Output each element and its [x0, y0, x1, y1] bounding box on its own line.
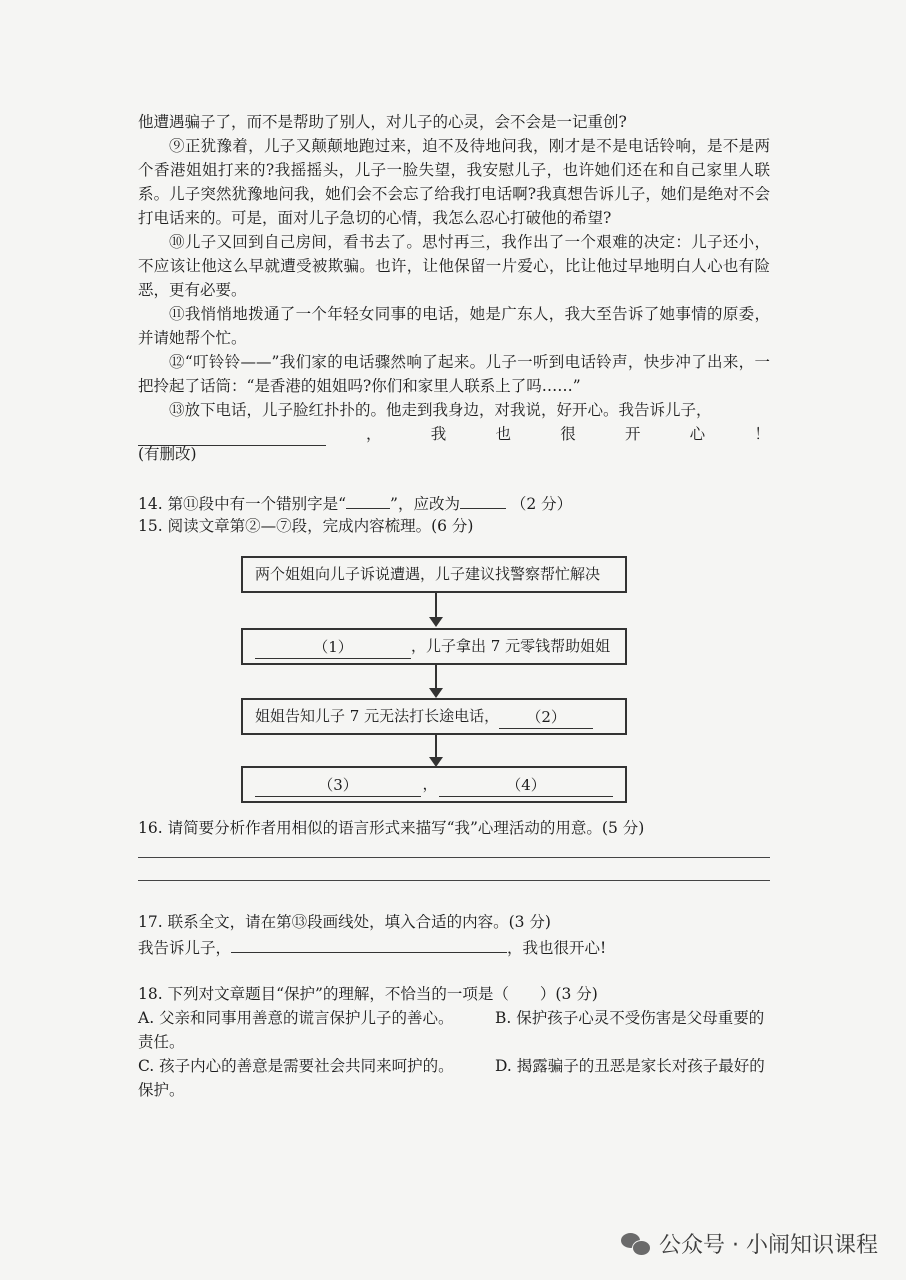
article-paragraph-11: ⑪我悄悄地拨通了一个年轻女同事的电话，她是广东人，我大至告诉了她事情的原委，并请她帮个忙。	[138, 305, 770, 347]
q14-text-a: 14. 第⑪段中有一个错别字是“	[138, 495, 347, 513]
wechat-icon	[621, 1231, 651, 1257]
footer-account-name: 公众号 · 小闹知识课程	[659, 1233, 878, 1258]
flow-blank-1[interactable]: （1）	[255, 636, 411, 659]
tail-char: ，	[366, 425, 382, 443]
article-paragraph-12: ⑫“叮铃铃——”我们家的电话骤然响了起来。儿子一听到电话铃声，快步冲了出来，一把拎起了话筒：“是香港的姐姐吗?你们和家里人联系上了吗……”	[138, 353, 770, 395]
q17-text-a: 我告诉儿子，	[138, 939, 232, 957]
q18-option-d[interactable]: D. 揭露骗子的丑恶是家长对孩子最好的	[495, 1057, 765, 1075]
tail-char: 心	[689, 425, 706, 443]
question-17: 17. 联系全文，请在第⑬段画线处，填入合适的内容。(3 分)	[138, 913, 551, 931]
question-18: 18. 下列对文章题目“保护”的理解，不恰当的一项是（ ）(3 分)	[138, 985, 598, 1003]
flow-blank-2[interactable]: （2）	[499, 706, 593, 729]
flow-box-2	[241, 628, 627, 665]
q14-score: （2 分）	[510, 495, 573, 513]
flow-box-4-separator: ，	[422, 775, 438, 793]
q18-option-a[interactable]: A. 父亲和同事用善意的谎言保护儿子的善心。	[138, 1009, 454, 1027]
article-paragraph-13: ⑬放下电话，儿子脸红扑扑的。他走到我身边，对我说，好开心。我告诉儿子，	[169, 401, 712, 419]
article-paragraph-8-end: 他遭遇骗子了，而不是帮助了别人，对儿子的心灵，会不会是一记重创?	[138, 113, 627, 131]
flow-box-4	[241, 766, 627, 803]
q16-answer-line-2[interactable]	[138, 880, 770, 881]
flow-box-3-text: 姐姐告知儿子 7 元无法打长途电话，	[255, 707, 500, 725]
q14-text-b: ”，应改为	[390, 495, 460, 513]
q14-blank-wrong-char[interactable]	[346, 490, 390, 509]
tail-char: 我	[430, 425, 447, 443]
q17-answer-line	[138, 934, 606, 960]
source-note: (有删改)	[138, 445, 197, 463]
question-15: 15. 阅读文章第②—⑦段，完成内容梳理。(6 分)	[138, 517, 474, 535]
paragraph-13-fill-line	[138, 422, 770, 446]
q14-blank-correct-char[interactable]	[460, 490, 506, 509]
flow-box-2-text: ，儿子拿出 7 元零钱帮助姐姐	[411, 637, 611, 655]
tail-char: ！	[754, 425, 770, 443]
flow-arrow-3	[432, 735, 440, 767]
q18-option-d-continued: 保护。	[138, 1081, 185, 1099]
paragraph-13-tail	[326, 422, 770, 446]
q16-answer-line-1[interactable]	[138, 857, 770, 858]
tail-char: 开	[624, 425, 641, 443]
question-14	[138, 490, 572, 516]
question-16: 16. 请简要分析作者用相似的语言形式来描写“我”心理活动的用意。(5 分)	[138, 819, 645, 837]
tail-char: 很	[560, 425, 576, 443]
q17-blank[interactable]	[231, 934, 507, 953]
q18-option-b-continued: 责任。	[138, 1033, 185, 1051]
flow-blank-3[interactable]: （3）	[255, 774, 421, 797]
flow-box-3	[241, 698, 627, 735]
wechat-footer	[621, 1228, 878, 1259]
flow-arrow-2	[432, 665, 440, 698]
q18-option-b[interactable]: B. 保护孩子心灵不受伤害是父母重要的	[495, 1009, 765, 1027]
tail-char: 也	[495, 425, 511, 443]
flow-arrow-1	[432, 593, 440, 627]
flow-blank-4[interactable]: （4）	[439, 774, 613, 797]
flow-box-1: 两个姐姐向儿子诉说遭遇，儿子建议找警察帮忙解决	[241, 556, 627, 593]
article-paragraph-9: ⑨正犹豫着，儿子又颠颠地跑过来，迫不及待地问我，刚才是不是电话铃响，是不是两个香港姐姐打来的?我摇摇头，儿子一脸失望，我安慰儿子，也许她们还在和自己家里人联系。儿子突然犹豫地问我，她们会不会忘了给我打电话啊?我真想告诉儿子，她们是绝对不会打电话来的。可是，面对儿子急切的心情，我怎么忍心打破他的希望?	[138, 137, 770, 227]
q18-option-c[interactable]: C. 孩子内心的善意是需要社会共同来呵护的。	[138, 1057, 454, 1075]
article-paragraph-10: ⑩儿子又回到自己房间，看书去了。思忖再三，我作出了一个艰难的决定：儿子还小，不应该让他这么早就遭受被欺骗。也许，让他保留一片爱心，比让他过早地明白人心也有险恶，更有必要。	[138, 233, 770, 299]
q17-text-b: ，我也很开心!	[507, 939, 607, 957]
